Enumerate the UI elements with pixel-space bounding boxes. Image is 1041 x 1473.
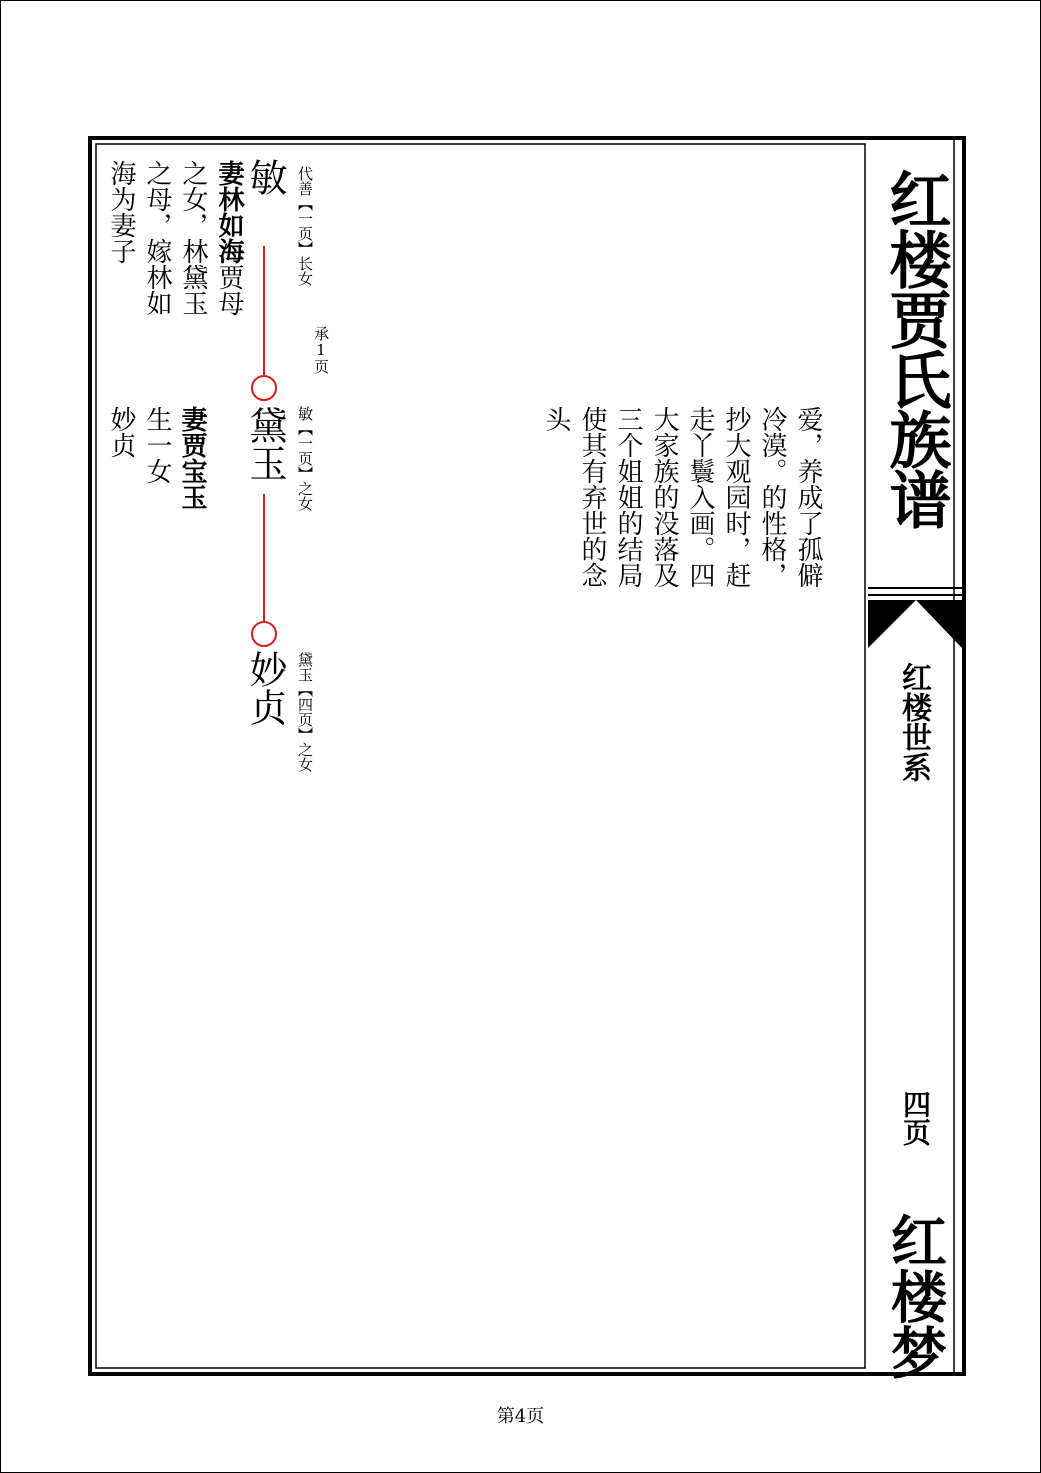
member-note-min: 代善【一页】长女 [296,166,314,286]
paragraph-col: 格，抄大观园 [721,406,787,588]
bio-min [103,160,247,340]
page-footer: 第4页 [496,1406,545,1427]
bio-min-text: 贾母之女，林黛玉之母，嫁林如海为妻子 [106,160,244,316]
bio-min-spouse: 妻林如海 [214,160,244,264]
paragraph-col: 念头 [541,406,607,588]
member-note-daiyu: 敏【一页】之女 [296,406,314,511]
member-name-miaozhen: 妙贞 [243,650,287,726]
bio-daiyu-child: 妙贞 [106,406,136,458]
bottom-title: 红楼梦 [882,1212,948,1380]
paragraph-col: 使其有弃世的 [577,406,607,562]
paragraph-col: 族的没落及三 [613,406,679,588]
book-title: 红楼贾氏族谱 [879,168,952,528]
paragraph-col: 时，赶走丫鬟 [685,406,751,588]
paragraph-col: 僻冷漠。的性 [757,406,823,588]
paragraph-col: 入画。四大家 [649,406,715,588]
bio-daiyu-spouse: 妻贾宝玉 [177,406,207,510]
paragraph-col: 个姐姐的结局 [613,432,643,588]
member-name-min: 敏 [243,158,287,196]
bio-daiyu-text: 生一女 [142,406,172,484]
continued-note: 承1页 [312,326,330,374]
page-label: 四页 [899,1090,932,1146]
series-label: 红楼世系 [896,662,931,782]
member-name-daiyu: 黛玉 [243,406,287,482]
paragraph [538,406,826,606]
member-note-miaozhen: 黛玉【四页】之女 [296,652,314,772]
paragraph-col: 爱，养成了孤 [793,406,823,562]
